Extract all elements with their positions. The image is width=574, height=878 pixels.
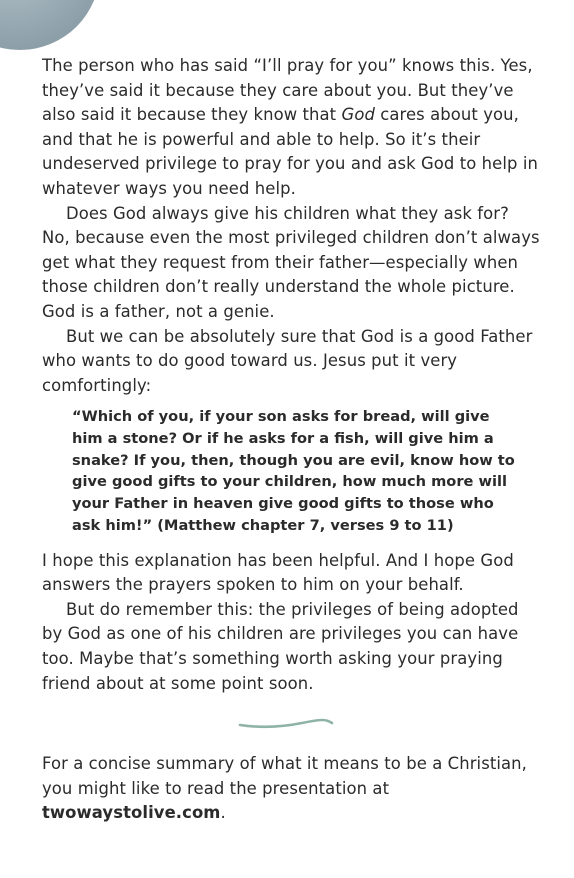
scripture-quote: “Which of you, if your son asks for bread, will give him a stone? Or if he asks for a fish, will give him a snake? If you, then, though you are evil, know how to give good gifts to your children, how much more will your Father in heaven give good gifts to those who ask him!” (Matthew chapter 7, verses 9 to 11) <box>72 408 515 534</box>
footer-paragraph: For a concise summary of what it means to be a Christian, you might like to read the presentation at twowaystolive.com. <box>42 754 527 823</box>
corner-decoration <box>0 0 100 50</box>
swash-divider <box>238 716 334 730</box>
paragraph-1: The person who has said “I’ll pray for you” knows this. Yes, they’ve said it because they care about you. But they’ve also said it because they know that God cares about you, and that he is powerful and able to help. So it’s their undeserved privilege to pray for you and ask God to help in whatever ways you need help. <box>42 56 538 198</box>
emphasis-god: God <box>341 105 375 125</box>
website-link[interactable]: twowaystolive.com <box>42 803 221 823</box>
paragraph-3: But we can be absolutely sure that God is a good Father who wants to do good toward us. Jesus put it very comfortingly: <box>42 326 533 395</box>
page-content <box>42 54 542 826</box>
paragraph-2: Does God always give his children what they ask for? No, because even the most privileged children don’t always get what they request from their father—especially when those children don’t really understand the whole picture. God is a father, not a genie. <box>42 203 540 321</box>
paragraph-5: But do remember this: the privileges of being adopted by God as one of his children are privileges you can have too. Maybe that’s something worth asking your praying friend about at some point soon. <box>42 599 519 693</box>
paragraph-4: I hope this explanation has been helpful. And I hope God answers the prayers spoken to him on your behalf. <box>42 550 514 595</box>
